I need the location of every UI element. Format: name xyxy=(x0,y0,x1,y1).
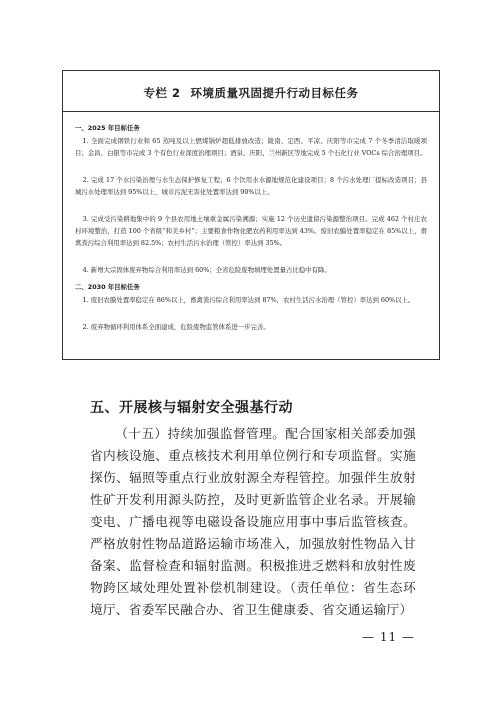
item-2025-4: 4. 新增大宗固体废弃物综合利用率达到 60%；全省危险废物填埋处置量占比稳中有降。 xyxy=(82,266,331,274)
column-box-divider xyxy=(63,111,439,112)
item-2025-2: 2. 完成 17 个水污染治理与水生态保护修复工程；6 个饮用水水源地规范化建设项目；8 个污水处理厂提标改造项目；县城污水处理率达到 95%以上，城市污泥无害化处置率达到 90%以上。 xyxy=(75,176,427,197)
item-2025-1: 1. 全面完成钢铁行业和 65 蒸吨及以上燃煤锅炉超低排放改造；陇南、定西、平凉、庆阳等市完成 7 个冬季清洁取暖项目；金昌、白银等市完成 3 个有色行业深度治理项目；酒泉、庆阳、兰州新区等地完成 5 个石化行业 VOCs 综合治理项目。 xyxy=(75,137,427,158)
column-box-heading: 环境质量巩固提升行动目标任务 xyxy=(190,86,359,100)
item-2030-1: 1. 废旧农膜处置率稳定在 86%以上，畜禽粪污综合利用率达到 87%，农村生活污水治理（管控）率达到 60%以上。 xyxy=(82,296,415,304)
page-number: — 11 — xyxy=(362,630,415,644)
section-2030-heading: 二、2030 年目标任务 xyxy=(75,283,140,291)
section-5-heading: 五、开展核与辐射安全强基行动 xyxy=(90,400,293,416)
section-2025-heading: 一、2025 年目标任务 xyxy=(75,124,140,132)
column-box-title xyxy=(63,85,439,105)
column-box-number: 专栏 2 xyxy=(143,86,181,100)
column-box-2 xyxy=(62,70,440,360)
item-2025-3: 3. 完成受污染耕地集中的 9 个县农用地土壤重金属污染溯源；实施 12 个历史遗留污染源整治项目。完成 462 个村庄农村环境整治，打造 100 个省级“和美乡村”；主要粮食作物化肥农药利用率达到 43%。废旧农膜处置率稳定在 85%以上，畜禽粪污综合利用率达到 82.5%；农村生活污水治理（管控）率达到 35%。 xyxy=(75,215,427,248)
item-2030-2: 2. 废弃物循环利用体系全面建成，危险废物监管体系进一步完善。 xyxy=(82,323,270,331)
section-5-paragraph: （十五）持续加强监督管理。配合国家相关部委加强省内核设施、重点核技术利用单位例行和专项监督。实施探伤、辐照等重点行业放射源全寿程管控。加强伴生放射性矿开发利用源头防控，及时更新监管企业名录。开展输变电、广播电视等电磁设备设施应用事中事后监管核查。严格放射性物品道路运输市场准入，加强放射性物品入甘备案、监督检查和辐射监测。积极推进乏燃料和放射性废物跨区域处理处置补偿机制建设。（责任单位：省生态环境厅、省委军民融合办、省卫生健康委、省交通运输厅） xyxy=(90,426,416,617)
